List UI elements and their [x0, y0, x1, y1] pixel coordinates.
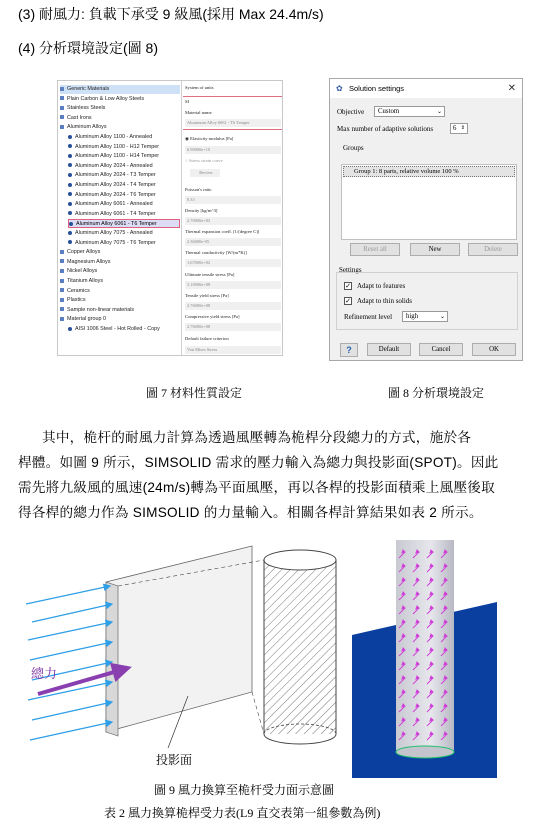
objective-select[interactable]	[374, 106, 445, 117]
tree-item[interactable]	[68, 210, 180, 219]
tree-item[interactable]	[60, 306, 180, 315]
projection-plane	[106, 546, 252, 736]
folder-icon	[60, 125, 64, 129]
poisson-field[interactable]: 0.33	[185, 196, 281, 204]
tree-item[interactable]	[68, 133, 180, 142]
tree-item[interactable]	[60, 315, 180, 324]
tensile-yield-field[interactable]: 2.76000e+08	[185, 302, 281, 310]
folder-icon	[60, 279, 64, 283]
projection-label: 投影面	[156, 753, 193, 767]
tree-item-label: Nickel Alloys	[67, 268, 98, 275]
separator	[183, 129, 283, 130]
system-of-units-value: SI	[185, 99, 190, 104]
tree-item[interactable]	[60, 104, 180, 113]
figure-9-caption: 圖 9 風力換算至桅杆受力面示意圖	[154, 783, 335, 797]
mast-load-render	[352, 540, 497, 778]
material-icon	[68, 231, 72, 235]
paragraph-line: 得各桿的總力作為 SIMSOLID 的力量輸入。相關各桿計算結果如表 2 所示。	[18, 505, 483, 520]
figure-8-caption: 圖 8 分析環境設定	[388, 386, 485, 400]
delete-button[interactable]: Delete	[468, 243, 518, 256]
mast-base	[396, 746, 454, 758]
tree-item-label: Aluminum Alloy 1100 - H14 Temper	[75, 153, 159, 160]
thermal-expansion-label: Thermal expansion coeff. [1/(degree C)]	[185, 229, 260, 234]
folder-icon	[60, 298, 64, 302]
tensile-yield-label: Tensile yield stress [Pa]	[185, 293, 229, 298]
ultimate-tensile-field[interactable]: 3.10000e+08	[185, 281, 281, 289]
tree-item-label: Copper Alloys	[67, 249, 101, 256]
material-icon	[68, 192, 72, 196]
elasticity-option[interactable]	[185, 136, 233, 142]
folder-icon	[60, 115, 64, 119]
analysis-settings-line: (4) 分析環境設定(圖 8)	[18, 40, 158, 56]
folder-icon	[60, 106, 64, 110]
tree-item-label: Aluminum Alloy 6061 - T4 Temper	[75, 210, 156, 217]
material-icon	[68, 183, 72, 187]
material-icon	[68, 135, 72, 139]
material-properties-panel	[183, 81, 283, 356]
material-name-label: Material name	[185, 110, 212, 115]
default-button[interactable]: Default	[367, 343, 411, 356]
stress-strain-label: Stress strain curve	[188, 158, 223, 163]
wind-resistance-line: (3) 耐風力: 負載下承受 9 級風(採用 Max 24.4m/s)	[18, 6, 324, 22]
help-button[interactable]: ?	[340, 343, 358, 357]
chevron-down-icon: ⌄	[439, 314, 445, 320]
paragraph-line: 需先將九級風的風速(24m/s)轉為平面風壓，再以各桿的投影面積乘上風壓後取	[18, 480, 495, 495]
gear-icon: ✿	[336, 84, 343, 93]
ok-button[interactable]: OK	[472, 343, 516, 356]
tree-item[interactable]	[68, 229, 180, 238]
elasticity-field[interactable]: 6.90000e+10	[185, 146, 281, 154]
tree-item-label: Aluminum Alloy 7075 - T6 Temper	[75, 239, 156, 246]
material-icon	[68, 154, 72, 158]
tree-item[interactable]	[60, 248, 180, 257]
material-icon	[68, 144, 72, 148]
dialog-title: Solution settings	[330, 79, 522, 98]
wind-arrow	[32, 604, 112, 622]
reset-all-button[interactable]: Reset all	[350, 243, 400, 256]
system-of-units-label: System of units	[185, 85, 214, 90]
folder-icon	[60, 96, 64, 100]
failure-criterion-label: Default failure criterion	[185, 336, 229, 341]
material-icon	[68, 240, 72, 244]
spin-icon: ⇕	[460, 126, 465, 131]
tree-item[interactable]	[68, 162, 180, 171]
tree-item[interactable]	[60, 123, 180, 132]
tree-item[interactable]	[60, 267, 180, 276]
adapt-features-checkbox[interactable]: ✓	[345, 282, 351, 290]
wind-arrow	[26, 586, 110, 604]
folder-icon	[60, 288, 64, 292]
radio-selected-icon: ◉	[185, 136, 191, 141]
tree-item-label: Aluminum Alloy 6061 - T6 Temper	[76, 221, 157, 228]
tree-item[interactable]	[68, 200, 180, 209]
total-force-label: 總力	[31, 666, 58, 681]
tree-item-label: AISI 1006 Steel - Hot Rolled - Copy	[75, 326, 160, 332]
folder-icon	[60, 317, 64, 321]
tree-item[interactable]	[68, 239, 180, 248]
tree-item-label: Aluminum Alloy 1100 - H12 Temper	[75, 143, 159, 150]
material-icon	[68, 211, 72, 215]
compressive-yield-label: Compressive yield stress [Pa]	[185, 314, 240, 319]
tree-item[interactable]	[68, 152, 180, 161]
objective-label: Objective	[337, 108, 365, 116]
tree-item-label: Magnesium Alloys	[67, 258, 111, 265]
adapt-features-label: Adapt to features	[357, 282, 406, 290]
groups-list[interactable]	[341, 164, 517, 240]
folder-icon	[60, 87, 64, 91]
refinement-value: high	[406, 313, 419, 320]
adapt-thin-checkbox[interactable]: ✓	[345, 297, 351, 305]
tree-item[interactable]	[60, 95, 180, 104]
material-icon	[68, 327, 72, 331]
tree-item[interactable]	[60, 258, 180, 267]
table-2-caption: 表 2 風力換算桅桿受力表(L9 直交表第一組參數為例)	[104, 806, 381, 820]
tree-item-label: Aluminum Alloy 2024 - T3 Temper	[75, 172, 156, 179]
tree-item[interactable]	[68, 143, 180, 152]
paragraph-line: 其中，桅杆的耐風力計算為透過風壓轉為桅桿分段總力的方式，施於各	[42, 430, 472, 445]
thermal-expansion-field[interactable]: 2.36000e-05	[185, 238, 281, 246]
objective-value: Custom	[378, 108, 400, 115]
material-tree	[58, 81, 182, 356]
tree-item[interactable]	[68, 171, 180, 180]
tree-item-label: Aluminum Alloy 2024 - Annealed	[75, 162, 153, 169]
separator	[183, 96, 283, 97]
solution-settings-dialog	[329, 78, 523, 361]
review-button[interactable]: Review	[190, 169, 220, 177]
thermal-conductivity-label: Thermal conductivity [W/(m*K)]	[185, 250, 247, 255]
folder-icon	[60, 259, 64, 263]
tree-item-label: Stainless Steels	[67, 105, 106, 112]
tree-item[interactable]	[60, 287, 180, 296]
close-icon[interactable]: ✕	[507, 83, 516, 94]
tree-item-label: Sample non-linear materials	[67, 306, 135, 313]
tree-item-label: Aluminum Alloy 2024 - T4 Temper	[75, 182, 156, 188]
tree-item-label: Aluminum Alloy 6061 - Annealed	[75, 201, 153, 208]
material-name-field[interactable]: Aluminum Alloy 6061 - T6 Temper	[185, 119, 281, 127]
folder-icon	[60, 250, 64, 254]
wind-arrow	[30, 642, 112, 660]
settings-label: Settings	[339, 266, 362, 274]
new-button[interactable]: New	[410, 243, 460, 256]
tree-item-label: Material group 0	[67, 316, 106, 323]
groups-label: Groups	[343, 144, 364, 152]
stress-strain-option[interactable]	[185, 158, 223, 163]
group-row[interactable]: Group 1: 8 parts, relative volume 100 %	[343, 166, 515, 177]
wind-arrow	[32, 702, 112, 720]
refinement-select[interactable]	[402, 311, 448, 322]
figure-7-caption: 圖 7 材料性質設定	[146, 386, 243, 400]
density-field[interactable]: 2.70000e+03	[185, 217, 281, 225]
tree-item-label: Aluminum Alloy 7075 - Annealed	[75, 230, 153, 236]
max-adaptive-value: 6	[453, 125, 457, 132]
tree-item-label: Ceramics	[67, 287, 90, 294]
tree-item[interactable]	[68, 219, 180, 228]
folder-icon	[60, 269, 64, 273]
refinement-label: Refinement level	[344, 313, 393, 321]
thermal-conductivity-field[interactable]: 1.67000e+02	[185, 259, 281, 267]
tree-item-label: Titanium Alloys	[67, 278, 104, 284]
material-icon	[68, 173, 72, 177]
tree-item-label: Plastics	[67, 297, 86, 304]
tree-item[interactable]	[60, 114, 180, 123]
tree-item[interactable]	[60, 296, 180, 305]
folder-icon	[60, 307, 64, 311]
material-icon	[69, 222, 73, 226]
material-icon	[68, 202, 72, 206]
tree-item-label: Aluminum Alloy 1100 - Annealed	[75, 134, 153, 140]
tree-item-label: Plain Carbon & Low Alloy Steels	[67, 95, 145, 102]
material-icon	[68, 163, 72, 167]
tree-item[interactable]	[60, 277, 180, 286]
compressive-yield-field[interactable]: 2.76000e+08	[185, 323, 281, 331]
density-label: Density [kg/m^3]	[185, 208, 218, 213]
radio-empty-icon: ○	[185, 158, 189, 163]
chevron-down-icon: ⌄	[436, 109, 442, 115]
tree-item[interactable]	[68, 191, 180, 200]
wind-arrow	[28, 622, 112, 640]
tree-item[interactable]	[68, 181, 180, 190]
adapt-thin-label: Adapt to thin solids	[357, 297, 413, 305]
failure-criterion-field[interactable]: Von Mises Stress	[185, 346, 281, 354]
wind-arrow	[30, 722, 112, 740]
tree-item-label: Generic Materials	[67, 86, 110, 92]
cancel-button[interactable]: Cancel	[419, 343, 463, 356]
tree-item-label: Cast Irons	[67, 114, 92, 121]
max-adaptive-label: Max number of adaptive solutions	[337, 125, 434, 133]
elasticity-label: Elasticity modulus [Pa]	[190, 136, 234, 141]
tree-item-label: Aluminum Alloys	[67, 124, 107, 131]
poisson-label: Poisson's ratio	[185, 187, 212, 192]
material-properties-figure	[57, 80, 283, 356]
wind-projection-diagram	[18, 536, 338, 780]
tree-item[interactable]	[68, 325, 180, 334]
paragraph-line: 桿體。如圖 9 所示，SIMSOLID 需求的壓力輸入為總力與投影面(SPOT)。因此	[18, 455, 499, 470]
ultimate-tensile-label: Ultimate tensile stress [Pa]	[185, 272, 235, 277]
tree-item-label: Aluminum Alloy 2024 - T6 Temper	[75, 191, 156, 198]
tree-item[interactable]	[60, 85, 180, 94]
max-adaptive-stepper[interactable]	[450, 123, 468, 134]
